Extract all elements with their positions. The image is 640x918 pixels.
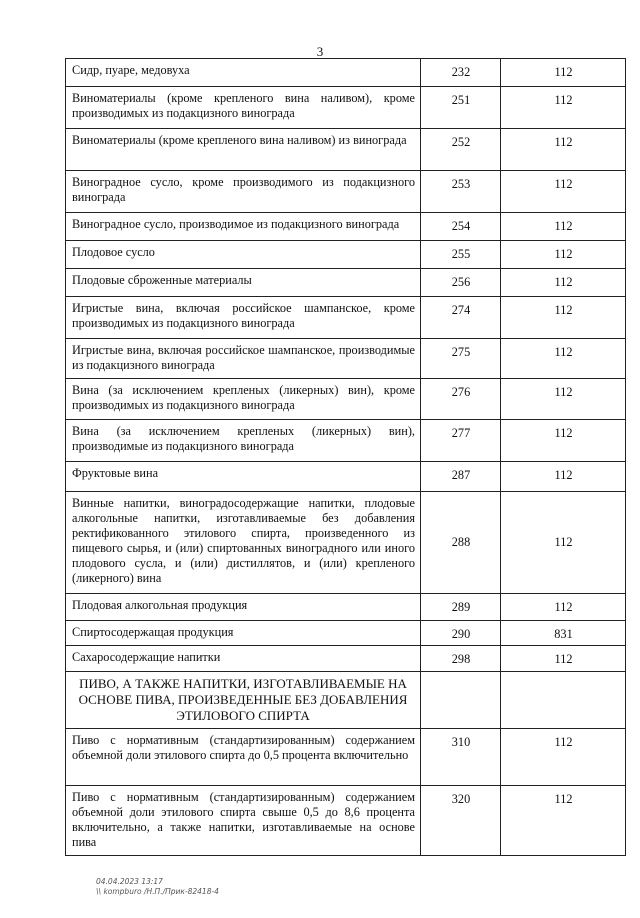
product-code: 288 — [421, 492, 501, 594]
product-name: Виноградное сусло, кроме производимого из подакцизного винограда — [66, 171, 421, 213]
table-row — [66, 171, 626, 213]
product-code: 232 — [421, 59, 501, 87]
table-row — [66, 379, 626, 420]
table-row — [66, 297, 626, 339]
table-row — [66, 339, 626, 379]
product-code: 251 — [421, 87, 501, 129]
empty-cell — [421, 672, 501, 729]
product-name: Вина (за исключением крепленых (ликерных) вин), производимые из подакцизного винограда — [66, 420, 421, 462]
product-name: Виноматериалы (кроме крепленого вина наливом) из винограда — [66, 129, 421, 171]
product-code: 253 — [421, 171, 501, 213]
product-name: Игристые вина, включая российское шампанское, кроме производимых из подакцизного винограда — [66, 297, 421, 339]
product-value: 112 — [501, 87, 626, 129]
product-name: Виноградное сусло, производимое из подакцизного винограда — [66, 213, 421, 241]
table-row — [66, 213, 626, 241]
product-value: 112 — [501, 594, 626, 621]
product-code: 290 — [421, 621, 501, 646]
product-value: 112 — [501, 171, 626, 213]
product-value: 112 — [501, 420, 626, 462]
table-row — [66, 786, 626, 856]
product-code: 274 — [421, 297, 501, 339]
product-value: 112 — [501, 297, 626, 339]
product-value: 112 — [501, 59, 626, 87]
product-name: Пиво с нормативным (стандартизированным) содержанием объемной доли этилового спирта до 0,5 процента включительно — [66, 729, 421, 786]
product-code: 287 — [421, 462, 501, 492]
product-value: 112 — [501, 241, 626, 269]
product-code: 254 — [421, 213, 501, 241]
product-code: 310 — [421, 729, 501, 786]
table-row — [66, 129, 626, 171]
product-name: Сидр, пуаре, медовуха — [66, 59, 421, 87]
product-code: 298 — [421, 646, 501, 672]
product-name: Плодовое сусло — [66, 241, 421, 269]
product-name: Виноматериалы (кроме крепленого вина наливом), кроме производимых из подакцизного винограда — [66, 87, 421, 129]
product-code: 289 — [421, 594, 501, 621]
table-row — [66, 241, 626, 269]
table-row — [66, 621, 626, 646]
product-value: 112 — [501, 269, 626, 297]
product-value: 831 — [501, 621, 626, 646]
product-value: 112 — [501, 339, 626, 379]
section-header-row — [66, 672, 626, 729]
document-footer — [96, 877, 219, 897]
product-value: 112 — [501, 462, 626, 492]
table-row — [66, 492, 626, 594]
product-code: 256 — [421, 269, 501, 297]
page-number: 3 — [316, 44, 324, 59]
footer-timestamp: 04.04.2023 13:17 — [96, 877, 163, 886]
product-name: Игристые вина, включая российское шампанское, производимые из подакцизного винограда — [66, 339, 421, 379]
product-value: 112 — [501, 492, 626, 594]
table-row — [66, 420, 626, 462]
product-name: Вина (за исключением крепленых (ликерных) вин), кроме производимых из подакцизного винограда — [66, 379, 421, 420]
product-name: Фруктовые вина — [66, 462, 421, 492]
product-value: 112 — [501, 786, 626, 856]
product-name: Плодовая алкогольная продукция — [66, 594, 421, 621]
product-value: 112 — [501, 646, 626, 672]
product-code: 276 — [421, 379, 501, 420]
product-name: Винные напитки, виноградосодержащие напитки, плодовые алкогольные напитки, изготавливаемые без добавления ректификованного этилового спирта, произведенного из пищевого сырья, и (или) спиртованных виноградного или иного плодового сусла, и (или) дистиллятов, и (или) крепленого (ликерного) вина — [66, 492, 421, 594]
product-value: 112 — [501, 729, 626, 786]
table-row — [66, 87, 626, 129]
product-code: 252 — [421, 129, 501, 171]
product-value: 112 — [501, 379, 626, 420]
table-row — [66, 269, 626, 297]
table-row — [66, 729, 626, 786]
product-code: 275 — [421, 339, 501, 379]
product-name: Спиртосодержащая продукция — [66, 621, 421, 646]
table-row — [66, 646, 626, 672]
product-name: Плодовые сброженные материалы — [66, 269, 421, 297]
product-code: 277 — [421, 420, 501, 462]
table-row — [66, 59, 626, 87]
product-name: Сахаросодержащие напитки — [66, 646, 421, 672]
section-title: ПИВО, А ТАКЖЕ НАПИТКИ, ИЗГОТАВЛИВАЕМЫЕ НА ОСНОВЕ ПИВА, ПРОИЗВЕДЕННЫЕ БЕЗ ДОБАВЛЕНИЯ ЭТИЛОВОГО СПИРТА — [66, 672, 421, 729]
table-row — [66, 462, 626, 492]
product-code: 320 — [421, 786, 501, 856]
footer-file-path: \\ kompburo /Н.П./Прик-82418-4 — [96, 887, 219, 896]
product-value: 112 — [501, 129, 626, 171]
table-row — [66, 594, 626, 621]
product-value: 112 — [501, 213, 626, 241]
product-name: Пиво с нормативным (стандартизированным) содержанием объемной доли этилового спирта свыше 0,5 до 8,6 процента включительно, а также напитки, изготавливаемые на основе пива — [66, 786, 421, 856]
product-code-table — [65, 58, 626, 856]
empty-cell — [501, 672, 626, 729]
product-code: 255 — [421, 241, 501, 269]
